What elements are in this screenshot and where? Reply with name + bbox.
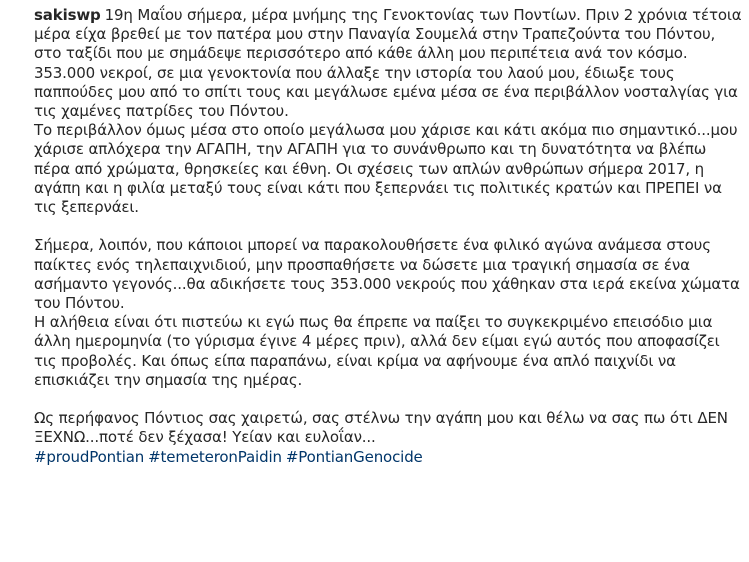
hashtag-link-temeteronpaidin[interactable]: #temeteronPaidin xyxy=(148,447,282,466)
hashtag-link-pontiangenocide[interactable]: #PontianGenocide xyxy=(285,447,423,466)
caption-text-1: 19η Μαΐου σήμερα, μέρα μνήμης της Γενοκτονίας των Ποντίων. Πριν 2 χρόνια τέτοια μέρα είχα βρεθεί με τον πατέρα μου στην Παναγία Σουμελά στην Τραπεζούντα του Πόντου, στο ταξίδι που με σημάδεψε περισσότερο από κάθε άλλη μου περιπέτεια ανά τον κόσμο. xyxy=(34,6,742,63)
caption-blank-line xyxy=(34,390,742,409)
caption-paragraph-6: Ως περήφανος Πόντιος σας χαιρετώ, σας στέλνω την αγάπη μου και θέλω να σας πω ότι ΔΕΝ ΞΕΧΝΩ...ποτέ δεν ξέχασα! Υείαν και ευλοΐαν... xyxy=(34,409,728,447)
post-caption xyxy=(34,6,742,467)
caption-paragraph-1 xyxy=(34,6,742,64)
caption-paragraph-3: Το περιβάλλον όμως μέσα στο οποίο μεγάλωσα μου χάρισε και κάτι ακόμα πιο σημαντικό...μου χάρισε απλόχερα την ΑΓΑΠΗ, την ΑΓΑΠΗ για το συνάνθρωπο και τη δυνατότητα να βλέπω πέρα από χρώματα, θρησκείες και έθνη. Οι σχέσεις των απλών ανθρώπων σήμερα 2017, η αγάπη και η φιλία μεταξύ τους είναι κάτι που ξεπερνάει τις πολιτικές κρατών και ΠΡΕΠΕΙ να τις ξεπερνάει. xyxy=(34,121,738,217)
caption-paragraph-2: 353.000 νεκροί, σε μια γενοκτονία που άλλαξε την ιστορία του λαού μου, έδιωξε τους παππούδες μου από το σπίτι τους και μεγάλωσε εμένα μέσα σε ένα περιβάλλον νοσταλγίας για τις χαμένες πατρίδες του Πόντου. xyxy=(34,63,738,121)
caption-paragraph-4: Σήμερα, λοιπόν, που κάποιοι μπορεί να παρακολουθήσετε ένα φιλικό αγώνα ανάμεσα στους παίκτες ενός τηλεπαιχνιδιού, μην προσπαθήσετε να δώσετε μια τραγική σημασία σε ένα ασήμαντο γεγονός...θα αδικήσετε τους 353.000 νεκρούς που χάθηκαν στα ιερά εκείνα χώματα του Πόντου. xyxy=(34,236,740,313)
username-link[interactable]: sakiswp xyxy=(34,6,101,24)
hashtag-link-proudpontian[interactable]: #proudPontian xyxy=(34,447,145,466)
hashtag-list xyxy=(34,448,742,467)
caption-paragraph-5: Η αλήθεια είναι ότι πιστεύω κι εγώ πως θα έπρεπε να παίξει το συγκεκριμένο επεισόδιο μια άλλη ημερομηνία (το γύρισμα έγινε 4 μέρες πριν), αλλά δεν είμαι εγώ αυτός που αποφασίζει τις προβολές. Και όπως είπα παραπάνω, είναι κρίμα να αφήνουμε ένα απλό παιχνίδι να επισκιάζει την σημασία της ημέρας. xyxy=(34,313,720,389)
caption-blank-line xyxy=(34,217,742,236)
